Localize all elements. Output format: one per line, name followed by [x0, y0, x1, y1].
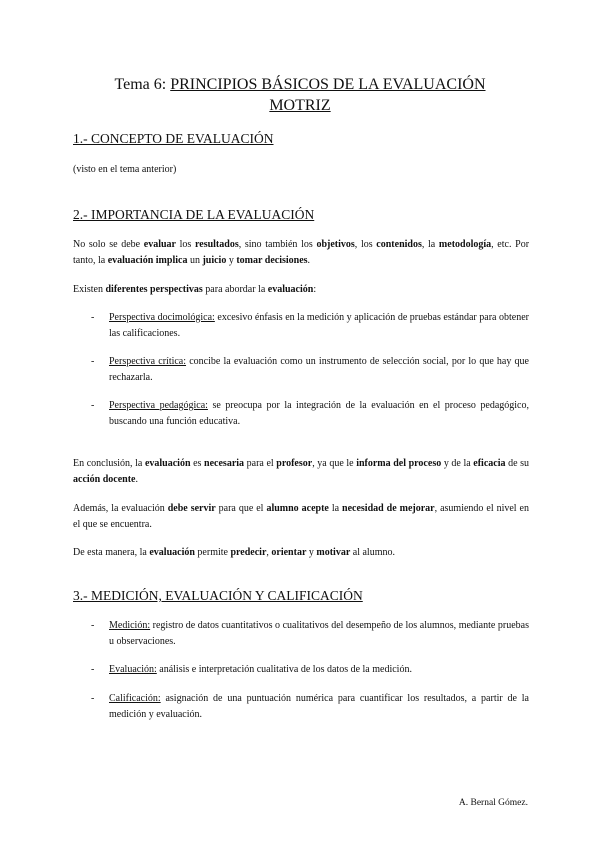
section-2-heading: 2.- IMPORTANCIA DE LA EVALUACIÓN: [73, 207, 315, 222]
list-item-evaluacion: - Evaluación: análisis e interpretación cualitativa de los datos de la medición.: [91, 664, 412, 675]
list-item-perspective-critica: - Perspectiva crítica: concibe la evaluación como un instrumento de selección social, por lo que hay que rechazarla.: [91, 356, 529, 383]
list-item-perspective-docimologica: - Perspectiva docimológica: excesivo énfasis en la medición y aplicación de pruebas estándar para obtener las calificaciones.: [91, 312, 529, 339]
paragraph-importance: No solo se debe evaluar los resultados, sino también los objetivos, los contenidos, la metodología, etc. Por tanto, la evaluación implica un juicio y tomar decisiones.: [73, 239, 530, 266]
title-line1: PRINCIPIOS BÁSICOS DE LA EVALUACIÓN: [170, 76, 486, 93]
term-evaluacion: Evaluación:: [109, 664, 157, 675]
author-footer: A. Bernal Gómez.: [458, 798, 528, 808]
term-critica: Perspectiva crítica:: [109, 356, 187, 367]
term-pedagogica: Perspectiva pedagógica:: [109, 400, 208, 411]
paragraph-conclusion: En conclusión, la evaluación es necesaria para el profesor, ya que le informa del proceso y de la eficacia de su acción docente.: [73, 458, 530, 485]
paragraph-perspectives-intro: Existen diferentes perspectivas para abordar la evaluación:: [73, 284, 317, 295]
term-calificacion: Calificación:: [109, 693, 161, 704]
list-item-calificacion: - Calificación: asignación de una puntuación numérica para cuantificar los resultados, a partir de la medición y evaluación.: [91, 693, 529, 720]
document-title: [60, 74, 540, 116]
section-3-heading: 3.- MEDICIÓN, EVALUACIÓN Y CALIFICACIÓN: [73, 588, 363, 603]
term-medicion: Medición:: [109, 620, 151, 631]
paragraph-ademas: Además, la evaluación debe servir para que el alumno acepte la necesidad de mejorar, asumiendo el nivel en el que se encuentra.: [73, 503, 529, 530]
title-prefix: Tema 6:: [114, 76, 171, 93]
term-docimologica: Perspectiva docimológica:: [109, 312, 215, 323]
title-line2: MOTRIZ: [269, 97, 331, 114]
section-1-heading: 1.- CONCEPTO DE EVALUACIÓN: [73, 131, 274, 146]
paragraph-de-esta-manera: De esta manera, la evaluación permite predecir, orientar y motivar al alumno.: [73, 547, 395, 558]
list-item-medicion: - Medición: registro de datos cuantitativos o cualitativos del desempeño de los alumnos, mediante pruebas u observaciones.: [91, 620, 529, 647]
section-1-note: (visto en el tema anterior): [73, 164, 177, 175]
list-item-perspective-pedagogica: - Perspectiva pedagógica: se preocupa por la integración de la evaluación en el proceso pedagógico, buscando una función educativa.: [91, 400, 529, 427]
